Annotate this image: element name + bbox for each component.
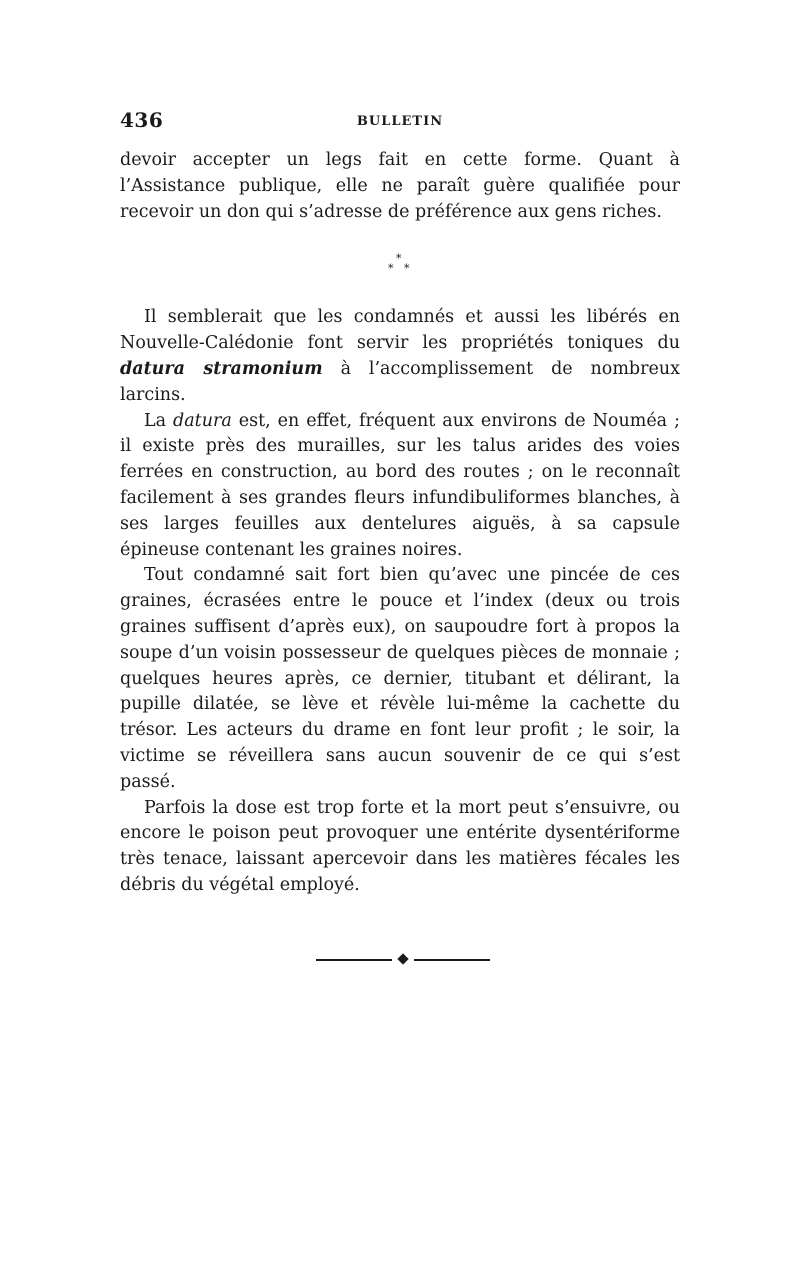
page-header	[120, 108, 680, 148]
species-name: datura	[173, 410, 232, 431]
paragraph: Tout condamné sait fort bien qu’avec une pincée de ces graines, écrasées entre le pouce et l’index (deux ou trois graines suffisent d’après eux), on saupoudre fort à propos la soupe d’un voisin possesseur de quelques pièces de monnaie ; quelques heures après, ce dernier, titubant et délirant, la pupille dilatée, se lève et révèle lui-même la cachette du trésor. Les acteurs du drame en font leur profit ; le soir, la victime se réveillera sans aucun souvenir de ce qui s’est passé.	[120, 565, 680, 792]
asterism-star-icon: *	[388, 262, 394, 276]
paragraph-continued: devoir accepter un legs fait en cette forme. Quant à l’Assistance publique, elle ne paraît guère qualifiée pour recevoir un don qui s’adresse de préférence aux gens riches.	[120, 150, 680, 222]
paragraph: Parfois la dose est trop forte et la mort peut s’ensuivre, ou encore le poison peut provoquer une entérite dysentériforme très tenace, laissant apercevoir dans les matières fécales les débris du végétal employé.	[120, 797, 680, 895]
rule-line	[414, 959, 490, 961]
paragraph-text: est, en effet, fréquent aux environs de Nouméa ; il existe près des murailles, sur les talus arides des voies ferrées en construction, au bord des routes ; on le reconnaît facilement à ses grandes fleurs infundibuliformes blanches, à ses larges feuilles aux dentelures aiguës, à sa capsule épineuse contenant les graines noires.	[120, 410, 680, 560]
asterism-separator	[120, 225, 680, 305]
paragraph	[120, 409, 680, 564]
page-number: 436	[120, 108, 164, 132]
rule-line	[316, 959, 392, 961]
paragraph-text: à l’accomplissement de nombreux larcins.	[120, 358, 680, 405]
paragraph-text: La	[144, 410, 174, 431]
asterism-star-icon: *	[404, 262, 410, 276]
species-name: datura stramonium	[120, 358, 323, 379]
paragraph	[120, 305, 680, 408]
diamond-icon	[397, 953, 408, 964]
running-head: BULLETIN	[356, 114, 444, 129]
book-page	[120, 108, 680, 899]
paragraph-text: Il semblerait que les condamnés et aussi les libérés en Nouvelle-Calédonie font servir les propriétés toniques du	[120, 307, 680, 354]
end-ornament-rule	[316, 954, 490, 966]
asterism-star-icon: *	[396, 252, 402, 266]
body-text	[120, 148, 680, 899]
